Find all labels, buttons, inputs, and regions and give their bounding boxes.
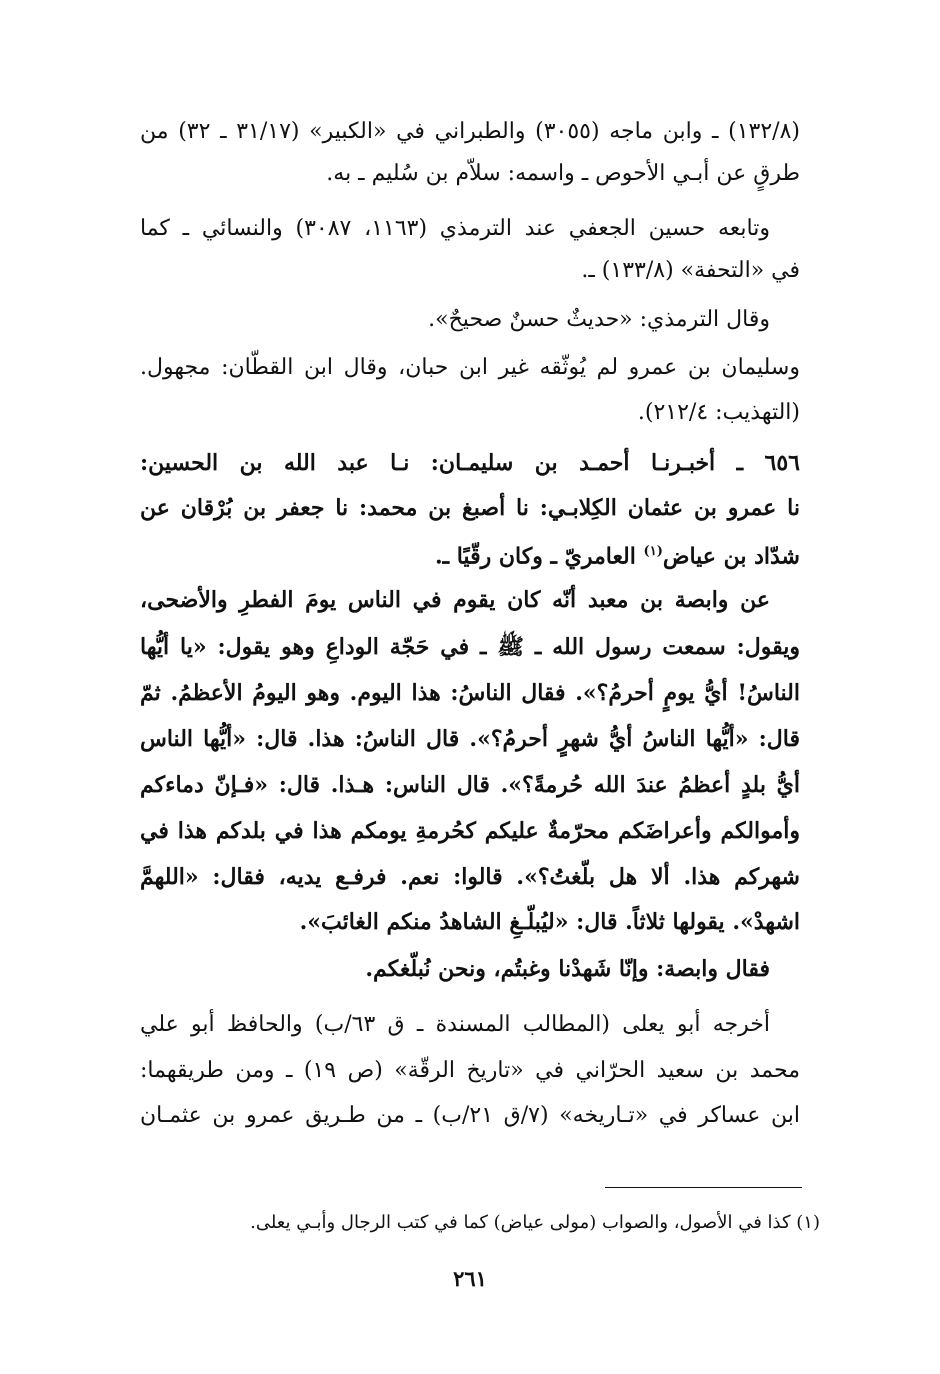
text-line: (التهذيب: ٢١٢/٤). [637,400,800,425]
text-line: وقال الترمذي: «حديثٌ حسنٌ صحيحٌ». [428,307,770,332]
hadith-text-line: شهركم هذا. ألا هل بلّغتُ؟». قالوا: نعم. فرفـع يديه، فقال: «اللهمَّ [140,864,800,890]
hadith-text-line: عن وابصة بن معبد أنّه كان يقوم في الناس يومَ الفطرِ والأضحى، [140,587,770,613]
hadith-isnad-line: ٦٥٦ ـ أخبـرنـا أحمـد بن سليمـان: نـا عبد الله بن الحسين: [140,450,800,476]
text-line: محمد بن سعيد الحرّاني في «تاريخ الرقّة» (ص ١٩) ـ ومن طريقهما: [140,1058,800,1083]
hadith-text-line: اشهدْ». يقولها ثلاثاً. قال: «ليُبلّـغِ الشاهدُ منكم الغائبَ». [299,909,800,935]
hadith-text-line: ويقول: سمعت رسول الله ـ ﷺ ـ في حَجّة الوداعِ وهو يقول: «يا أيُّها [140,634,800,660]
text-line: طرقٍ عن أبـي الأحوص ـ واسمه: سلاّم بن سُليم ـ به. [326,161,800,186]
footnote-divider [605,1187,802,1188]
hadith-text-line: فقال وابصة: وإنّا شَهدْنا وغبتُم، ونحن نُبلّغكم. [365,956,770,982]
hadith-text-line: قال: «أيُّها الناسُ أيُّ شهرٍ أحرمُ؟». قال الناسُ: هذا. قال: «أيُّها الناس [140,726,800,752]
text-line: وسليمان بن عمرو لم يُوثّقه غير ابن حبان، وقال ابن القطّان: مجهول. [140,355,800,380]
hadith-isnad-line: نا عمرو بن عثمان الكِلابـي: نا أصبغ بن محمد: نا جعفر بن بُرْقان عن [140,495,800,521]
text-line: في «التحفة» (١٣٣/٨) ـ. [581,258,800,283]
hadith-text-line: وأموالكم وأعراضَكم محرّمةٌ عليكم كحُرمةِ يومكم هذا في بلدكم هذا في [140,818,800,844]
text-line: أخرجه أبو يعلى (المطالب المسندة ـ ق ٦٣/ب) والحافظ أبو علي [140,1012,770,1037]
isnad-text: العامريّ ـ وكان رقّيًا ـ. [434,543,636,570]
footnote-marker: (١) [643,544,663,559]
hadith-text-line: الناسُ! أيُّ يومٍ أحرمُ؟». فقال الناسُ: هذا اليوم. وهو اليومُ الأعظمُ. ثمّ [140,680,800,706]
footnote: (١) كذا في الأصول، والصواب (مولى عياض) كما في كتب الرجال وأبـي يعلى. [250,1212,820,1233]
isnad-text: شدّاد بن عياض [662,543,800,570]
text-line: ابن عساكر في «تـاريخه» (٧/ق ٢١/ب) ـ من طـريق عمرو بن عثمـان [140,1103,800,1128]
hadith-text-line: أيُّ بلدٍ أعظمُ عندَ الله حُرمةً؟». قال الناس: هـذا. قال: «فـإنّ دماءكم [140,772,800,798]
text-line: وتابعه حسين الجعفي عند الترمذي (١١٦٣، ٣٠٨٧) والنسائي ـ كما [140,216,770,241]
hadith-isnad-line [140,537,800,571]
text-line: (١٣٢/٨) ـ وابن ماجه (٣٠٥٥) والطبراني في «الكبير» (٣١/١٧ ـ ٣٢) من [140,119,800,144]
page-number: ٢٦١ [453,1266,487,1291]
